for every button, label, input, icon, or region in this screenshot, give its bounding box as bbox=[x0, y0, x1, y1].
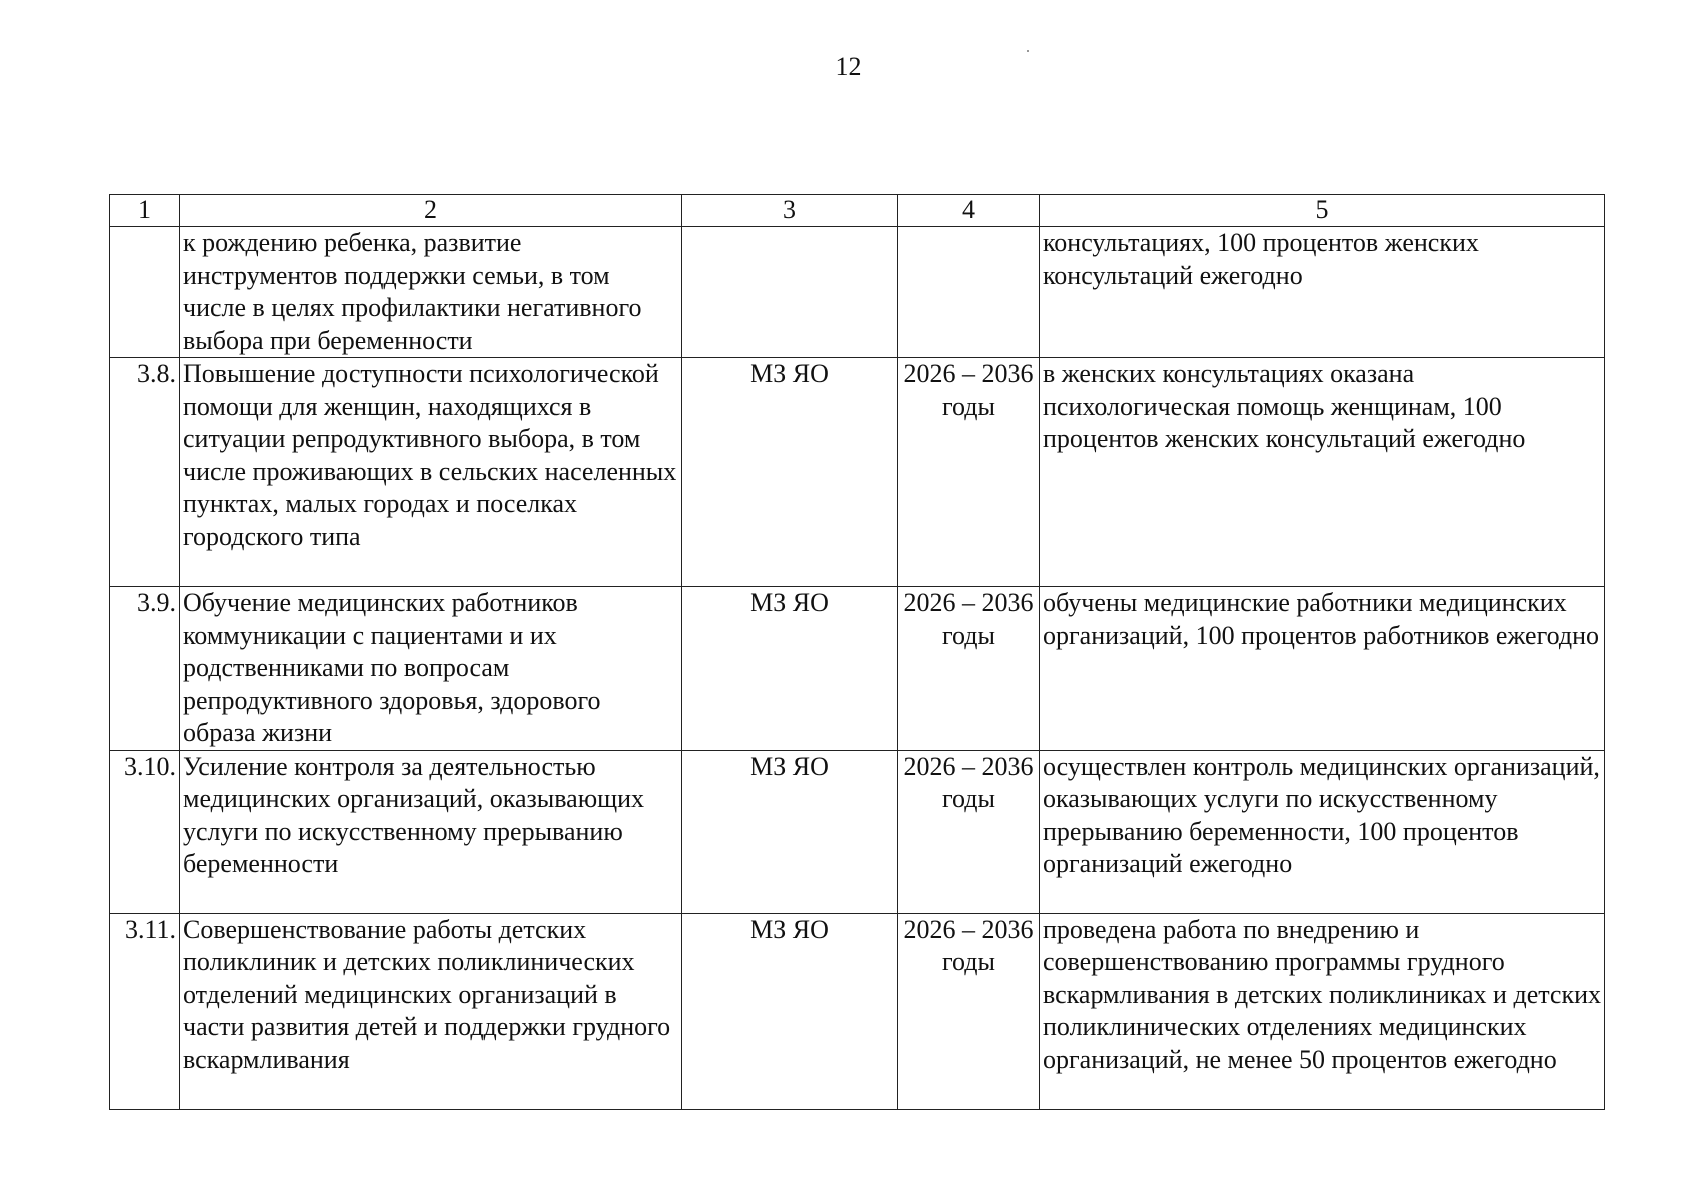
measure-text: Усиление контроля за деятельностью медицинских организаций, оказывающих услуги по искусственному прерыванию беременности bbox=[180, 750, 682, 913]
column-header-number: 1 bbox=[110, 195, 180, 227]
table-row bbox=[110, 750, 1605, 913]
term-text: 2026 – 2036 годы bbox=[898, 358, 1040, 587]
table-row bbox=[110, 587, 1605, 751]
column-header-result: 5 bbox=[1040, 195, 1605, 227]
row-number: 3.11. bbox=[110, 913, 180, 1109]
column-header-responsible: 3 bbox=[682, 195, 898, 227]
term-text: 2026 – 2036 годы bbox=[898, 913, 1040, 1109]
term-text bbox=[898, 227, 1040, 358]
term-text: 2026 – 2036 годы bbox=[898, 750, 1040, 913]
row-number: 3.9. bbox=[110, 587, 180, 751]
table-header-row bbox=[110, 195, 1605, 227]
responsible-text: МЗ ЯО bbox=[682, 587, 898, 751]
row-number: 3.8. bbox=[110, 358, 180, 587]
result-text: в женских консультациях оказана психологическая помощь женщинам, 100 процентов женских консультаций ежегодно bbox=[1040, 358, 1605, 587]
measure-text: Совершенствование работы детских поликлиник и детских поликлинических отделений медицинских организаций в части развития детей и поддержки грудного вскармливания bbox=[180, 913, 682, 1109]
responsible-text bbox=[682, 227, 898, 358]
scan-artifact bbox=[1027, 50, 1029, 52]
responsible-text: МЗ ЯО bbox=[682, 358, 898, 587]
table-row bbox=[110, 913, 1605, 1109]
result-text: консультациях, 100 процентов женских консультаций ежегодно bbox=[1040, 227, 1605, 358]
result-text: обучены медицинские работники медицинских организаций, 100 процентов работников ежегодно bbox=[1040, 587, 1605, 751]
measures-table bbox=[109, 194, 1605, 1110]
column-header-measure: 2 bbox=[180, 195, 682, 227]
responsible-text: МЗ ЯО bbox=[682, 913, 898, 1109]
column-header-term: 4 bbox=[898, 195, 1040, 227]
page-number: 12 bbox=[835, 52, 862, 81]
measure-text: к рождению ребенка, развитие инструментов поддержки семьи, в том числе в целях профилактики негативного выбора при беременности bbox=[180, 227, 682, 358]
term-text: 2026 – 2036 годы bbox=[898, 587, 1040, 751]
table-row bbox=[110, 358, 1605, 587]
result-text: осуществлен контроль медицинских организаций, оказывающих услуги по искусственному прерыванию беременности, 100 процентов организаций ежегодно bbox=[1040, 750, 1605, 913]
measure-text: Повышение доступности психологической помощи для женщин, находящихся в ситуации репродуктивного выбора, в том числе проживающих в сельских населенных пунктах, малых городах и поселках городского типа bbox=[180, 358, 682, 587]
responsible-text: МЗ ЯО bbox=[682, 750, 898, 913]
measure-text: Обучение медицинских работников коммуникации с пациентами и их родственниками по вопросам репродуктивного здоровья, здорового образа жизни bbox=[180, 587, 682, 751]
row-number bbox=[110, 227, 180, 358]
row-number: 3.10. bbox=[110, 750, 180, 913]
table-row bbox=[110, 227, 1605, 358]
result-text: проведена работа по внедрению и совершенствованию программы грудного вскармливания в детских поликлиниках и детских поликлинических отделениях медицинских организаций, не менее 50 процентов ежегодно bbox=[1040, 913, 1605, 1109]
